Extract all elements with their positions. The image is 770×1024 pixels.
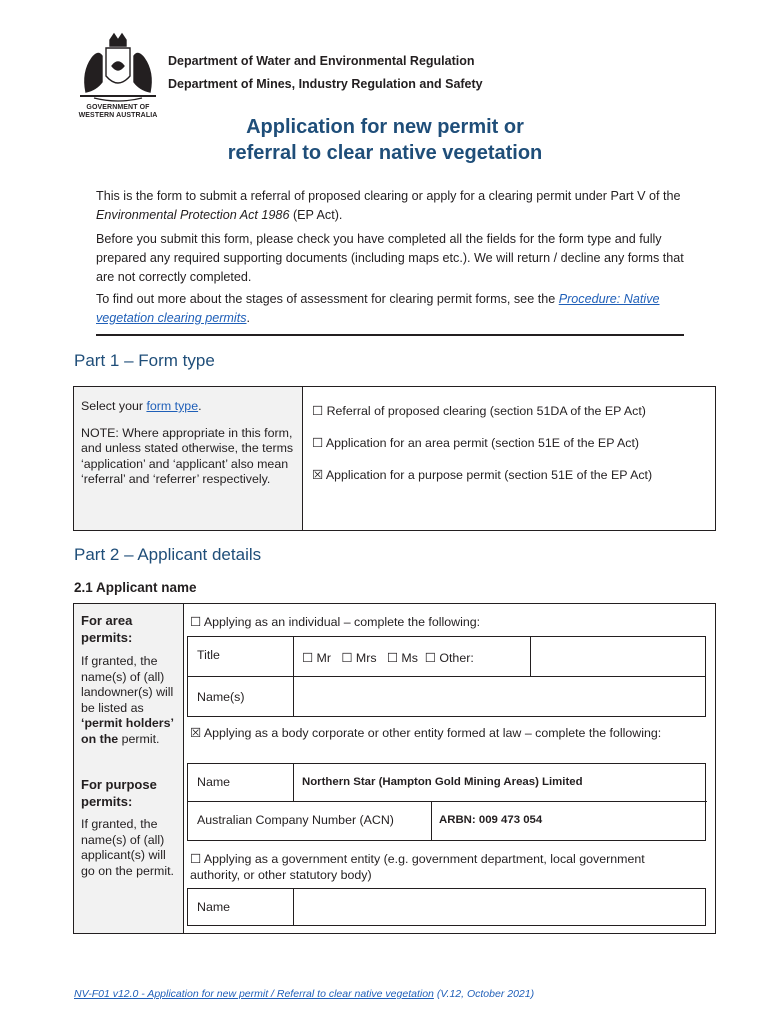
- area-permits-heading: For area permits:: [81, 613, 133, 645]
- checkbox-checked[interactable]: ☒: [312, 468, 324, 482]
- government-option[interactable]: ☐ Applying as a government entity (e.g. government department, local government authority, or other statutory body): [190, 852, 645, 882]
- option-label: Application for an area permit (section 51E of the EP Act): [325, 436, 640, 450]
- acn-value[interactable]: ARBN: 009 473 054: [439, 814, 543, 826]
- select-text-end: .: [198, 399, 202, 413]
- select-form-type-text: [81, 399, 295, 415]
- footer-version: (V.12, October 2021): [433, 988, 535, 1000]
- form-type-table: [73, 386, 716, 531]
- form-type-instructions: [74, 387, 303, 530]
- crest-line1: GOVERNMENT OF: [86, 104, 150, 111]
- names-label: Name(s): [197, 690, 245, 704]
- section-divider: [96, 334, 684, 336]
- name-label-cell: [187, 763, 294, 802]
- option-purpose-permit[interactable]: [312, 467, 652, 482]
- applicant-name-heading: 2.1 Applicant name: [74, 580, 197, 595]
- area-text-end: permit.: [118, 731, 160, 746]
- footer: [74, 988, 534, 1000]
- intro-paragraph-1: [96, 187, 686, 225]
- title-options-cell[interactable]: [294, 636, 531, 677]
- terms-note: NOTE: Where appropriate in this form, and unless stated otherwise, the terms ‘application’ and ‘applicant’ also mean ‘referral’ and ‘referrer’ respectively.: [81, 425, 294, 486]
- intro-paragraph-2: Before you submit this form, please check you have completed all the fields for the form type and fully prepared any required supporting documents (including maps etc.). We will return / decline any forms that are not correctly completed.: [96, 232, 684, 284]
- intro-paragraph-3: [96, 290, 686, 328]
- acn-value-cell[interactable]: [432, 802, 707, 841]
- purpose-permits-heading: For purpose permits:: [81, 777, 157, 809]
- procedure-link[interactable]: Procedure: Native vegetation clearing permits: [96, 292, 660, 325]
- option-label: Application for a purpose permit (section 51E of the EP Act): [325, 468, 653, 482]
- select-text: Select your: [81, 399, 147, 413]
- title-line2: referral to clear native vegetation: [227, 142, 543, 164]
- gov-name-label: Name: [197, 900, 231, 914]
- applicant-guidance: [74, 604, 184, 933]
- acn-label: Australian Company Number (ACN): [197, 813, 394, 827]
- purpose-permits-text: If granted, the name(s) of (all) applicant(s) will go on the permit.: [81, 817, 174, 878]
- coat-of-arms-icon: [72, 32, 164, 104]
- permit-holders-text: ‘permit holders’ on the: [81, 716, 174, 746]
- intro-text-end: (EP Act).: [289, 208, 343, 222]
- body-corporate-fields: [187, 763, 706, 841]
- checkbox-unchecked[interactable]: ☐: [312, 404, 324, 418]
- name-value-cell[interactable]: [294, 763, 707, 802]
- intro-text-end: .: [246, 311, 251, 325]
- intro-text: To find out more about the stages of assessment for clearing permit forms, see the: [96, 292, 559, 306]
- document-title: [0, 114, 770, 166]
- department-name-1: Department of Water and Environmental Regulation: [168, 54, 475, 68]
- acn-label-cell: [187, 802, 432, 841]
- part1-heading: Part 1 – Form type: [74, 351, 215, 370]
- name-label: Name: [197, 775, 231, 789]
- intro-text: This is the form to submit a referral of proposed clearing or apply for a clearing permit under Part V of the: [96, 189, 681, 203]
- gov-name-fields: [187, 888, 706, 926]
- form-type-options: [303, 387, 715, 530]
- wa-government-crest: [72, 32, 164, 118]
- title-label: Title: [197, 648, 220, 662]
- checkbox-unchecked[interactable]: ☐: [312, 436, 324, 450]
- part2-heading: Part 2 – Applicant details: [74, 545, 262, 564]
- individual-fields: [187, 636, 706, 717]
- names-label-cell: [187, 677, 294, 717]
- form-type-link[interactable]: form type: [146, 399, 199, 413]
- title-line1: Application for new permit or: [246, 116, 524, 138]
- individual-option[interactable]: ☐ Applying as an individual – complete the following:: [190, 615, 481, 629]
- company-name-value[interactable]: Northern Star (Hampton Gold Mining Areas) Limited: [302, 776, 583, 788]
- option-area-permit[interactable]: [312, 435, 639, 450]
- gov-name-label-cell: [187, 888, 294, 926]
- area-text: If granted, the name(s) of (all) landowner(s) will be listed as: [81, 654, 174, 715]
- option-label: Referral of proposed clearing (section 51DA of the EP Act): [326, 404, 646, 418]
- gov-name-input[interactable]: [294, 888, 706, 926]
- title-options[interactable]: ☐ Mr ☐ Mrs ☐ Ms ☐ Other:: [302, 651, 474, 665]
- title-label-cell: [187, 636, 294, 677]
- act-name: Environmental Protection Act 1986: [96, 208, 290, 222]
- names-input[interactable]: [294, 677, 706, 717]
- body-corporate-option[interactable]: ☒ Applying as a body corporate or other entity formed at law – complete the following:: [190, 726, 662, 740]
- option-referral[interactable]: [312, 403, 646, 418]
- area-permits-text: [81, 654, 181, 747]
- footer-link[interactable]: NV-F01 v12.0 - Application for new permit / Referral to clear native vegetation: [74, 988, 434, 1000]
- applicant-details-table: [73, 603, 716, 934]
- crest-line2: WESTERN AUSTRALIA: [78, 112, 158, 119]
- title-other-input[interactable]: [531, 636, 706, 677]
- department-name-2: Department of Mines, Industry Regulation and Safety: [168, 77, 483, 91]
